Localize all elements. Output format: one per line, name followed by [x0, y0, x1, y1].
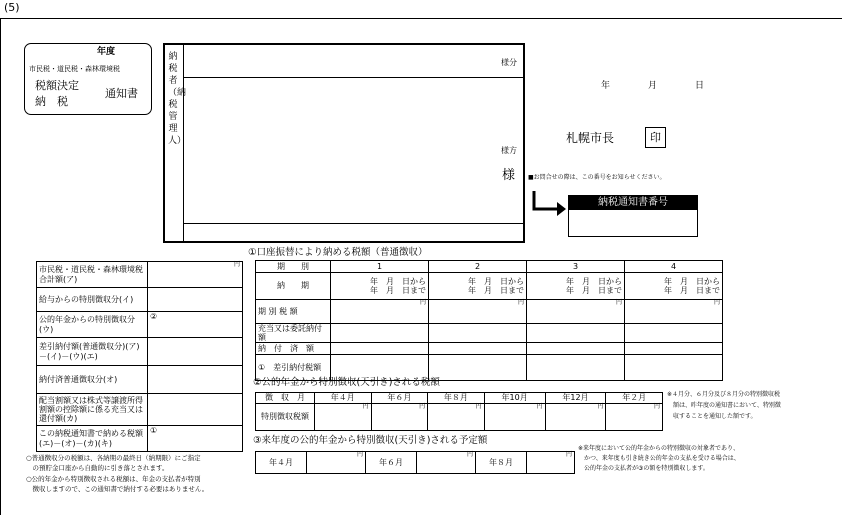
section3-table — [255, 451, 575, 474]
amount-cell — [331, 324, 429, 343]
date-month: 月 — [648, 81, 658, 91]
amount-cell — [429, 343, 527, 355]
summary-row-value — [148, 312, 243, 338]
top-rule — [0, 18, 842, 19]
taxpayer-box — [163, 43, 525, 243]
sama-label: 様 — [502, 168, 516, 183]
period-4: 4 — [625, 261, 723, 273]
cell-text: ② — [150, 312, 158, 321]
cell-text: (カ) — [63, 414, 78, 424]
cell-text: 市民税・道民税・森林環境税合計額 — [39, 265, 143, 284]
month-cell: 年６月 — [371, 393, 428, 404]
amount-cell — [331, 343, 429, 355]
notice-number-box — [568, 195, 698, 237]
footnote: ○普通徴収分の税額は、各納期の最終日（納期限）にご指定 — [26, 454, 201, 462]
section1-table — [255, 260, 723, 381]
amount-cell — [625, 324, 723, 343]
row-label: 期 別 税 額 — [256, 300, 331, 324]
amount-cell — [527, 324, 625, 343]
left-rule — [0, 18, 1, 515]
amount-cell: 円 — [484, 404, 545, 431]
amount-cell: 円 — [307, 452, 366, 474]
amount-cell: 円 — [606, 404, 663, 431]
cell-text: (キ) — [97, 438, 112, 448]
period-1: 1 — [331, 261, 429, 273]
date-day: 日 — [695, 81, 705, 91]
month-cell: 年10月 — [484, 393, 545, 404]
amount-cell: 円 — [545, 404, 606, 431]
period-2: 2 — [429, 261, 527, 273]
tax-types: 市民税・道民税・森林環境税 — [29, 65, 120, 73]
notice-number-label: 納税通知書番号 — [569, 196, 697, 210]
month-cell: 年４月 — [256, 452, 307, 474]
month-cell: 年12月 — [545, 393, 606, 404]
cell-text: (ア) — [63, 274, 78, 284]
amount-cell: 円 — [428, 404, 485, 431]
amount-cell — [625, 355, 723, 381]
nouki-cell — [331, 273, 429, 300]
month-cell: 年４月 — [315, 393, 372, 404]
cell-text: (エ) — [83, 351, 98, 361]
section2-note: ※４月分、６月分及び８月分の特別徴収税 — [667, 391, 781, 398]
mayor-name: 札幌市長 — [566, 131, 615, 145]
period-3: 3 — [527, 261, 625, 273]
nouki-cell — [625, 273, 723, 300]
amount-cell — [429, 324, 527, 343]
row-label: ① 差引納付税額 — [256, 355, 331, 381]
amount-cell — [625, 343, 723, 355]
page-label: (5) — [4, 1, 20, 14]
seal-box — [645, 127, 666, 148]
section3-title: ③来年度の公的年金から特別徴収(天引き)される予定額 — [253, 435, 488, 446]
arrow-right-icon — [530, 189, 568, 217]
summary-row-value — [148, 338, 243, 366]
cell-text: 納付済普通徴収分 — [39, 374, 103, 384]
section3-note: かつ、来年度も引き続き公的年金の支払を受ける場合は、 — [578, 455, 740, 462]
fiscal-year-label: 年度 — [97, 47, 116, 57]
sama-bun-label: 様分 — [501, 58, 517, 67]
month-cell: 年６月 — [366, 452, 417, 474]
amount-cell: 円 — [315, 404, 372, 431]
sama-kata-label: 様方 — [501, 146, 517, 155]
cell-text: 年 月 日まで — [468, 286, 524, 295]
amount-cell: 円 — [331, 300, 429, 324]
section2-note: 額は、昨年度の通知書において、特別徴 — [667, 402, 781, 409]
amount-cell: 円 — [625, 300, 723, 324]
amount-cell: 円 — [417, 452, 476, 474]
month-cell: 年２月 — [606, 393, 663, 404]
amount-cell: 円 — [527, 452, 575, 474]
title-line2: 納 税 — [35, 95, 68, 108]
cell-text: 年 月 日まで — [664, 286, 720, 295]
section2-table — [255, 392, 663, 431]
amount-cell — [527, 355, 625, 381]
nouki-cell — [429, 273, 527, 300]
amount-label: 特別徴収税額 — [256, 404, 315, 431]
cell-text: 差引納付額(普通徴収分)(ア)－(イ)－(ウ) — [39, 342, 140, 361]
cell-text: 年 月 日から — [566, 276, 622, 286]
taxpayer-rule1 — [183, 77, 523, 78]
amount-cell: 円 — [527, 300, 625, 324]
nouki-label: 納 期 — [256, 273, 331, 300]
section3-note: ※来年度において公的年金からの特別徴収の対象者であり、 — [578, 445, 740, 452]
title-box — [24, 43, 152, 115]
summary-row-value — [148, 262, 243, 288]
cell-text: 年 月 日から — [664, 276, 720, 286]
summary-row-label — [37, 312, 148, 338]
cell-text: 年 月 日まで — [566, 286, 622, 295]
summary-row-value — [148, 394, 243, 426]
cell-text: 配当割額又は株式等譲渡所得割額の控除額に係る充当又は還付額 — [39, 395, 143, 424]
summary-row-label — [37, 394, 148, 426]
seal-label: 印 — [650, 131, 661, 144]
section1-title: ①口座振替により納める税額（普通徴収） — [248, 247, 428, 258]
amount-cell — [527, 343, 625, 355]
amount-cell: 円 — [371, 404, 428, 431]
month-cell: 年８月 — [428, 393, 485, 404]
title-line1: 税額決定 — [35, 79, 79, 92]
cell-text: 年 月 日から — [468, 276, 524, 286]
nouki-cell — [527, 273, 625, 300]
section3-note: 公的年金の支払者が③の額を特別徴収します。 — [578, 465, 709, 472]
tax-summary-table — [36, 261, 243, 452]
amount-cell — [429, 355, 527, 381]
cell-text: 円 — [233, 261, 240, 268]
inquiry-note: ■お問合せの際は、この番号をお知らせください。 — [528, 174, 666, 181]
row-label: 充当又は委託納付額 — [256, 324, 331, 343]
cell-text: ① — [150, 426, 158, 435]
cell-text: 給与からの特別徴収分 — [39, 294, 119, 304]
summary-row-label — [37, 366, 148, 394]
section2-title: ②公的年金から特別徴収(天引き)される税額 — [253, 377, 440, 388]
cell-text: (イ) — [119, 294, 134, 304]
cell-text: 公的年金からの特別徴収分 — [39, 315, 135, 325]
month-label: 徴 収 月 — [256, 393, 315, 404]
period-header: 期 別 — [256, 261, 331, 273]
section2-note: 収することを通知した額です。 — [667, 413, 757, 420]
cell-text: (オ) — [103, 374, 118, 384]
footnote: ○公的年金から特別徴収される税額は、年金の支払者が特別 — [26, 475, 201, 483]
taxpayer-vertical-label: 納税者（納税管理人） — [168, 52, 187, 146]
cell-text: 年 月 日から — [370, 276, 426, 286]
amount-cell: 円 — [429, 300, 527, 324]
summary-row-value — [148, 426, 243, 452]
summary-row-label — [37, 338, 148, 366]
cell-text: (ウ) — [39, 324, 54, 334]
summary-row-value — [148, 366, 243, 394]
row-label: 納 付 済 額 — [256, 343, 331, 355]
month-cell: 年８月 — [476, 452, 527, 474]
summary-row-value — [148, 288, 243, 312]
taxpayer-rule2 — [183, 223, 523, 224]
title-line3: 通知書 — [105, 87, 138, 100]
summary-row-label — [37, 288, 148, 312]
footnote: 徴収しますので、この通知書で納付する必要はありません。 — [26, 485, 209, 493]
cell-text: この納税通知書で納める税額(エ)－(オ)－(カ) — [39, 429, 143, 448]
footnote: の預貯金口座から自動的に引き落とされます。 — [26, 464, 169, 472]
summary-row-label — [37, 426, 148, 452]
date-year: 年 — [601, 81, 611, 91]
summary-row-label — [37, 262, 148, 288]
cell-text: 年 月 日まで — [370, 286, 426, 295]
